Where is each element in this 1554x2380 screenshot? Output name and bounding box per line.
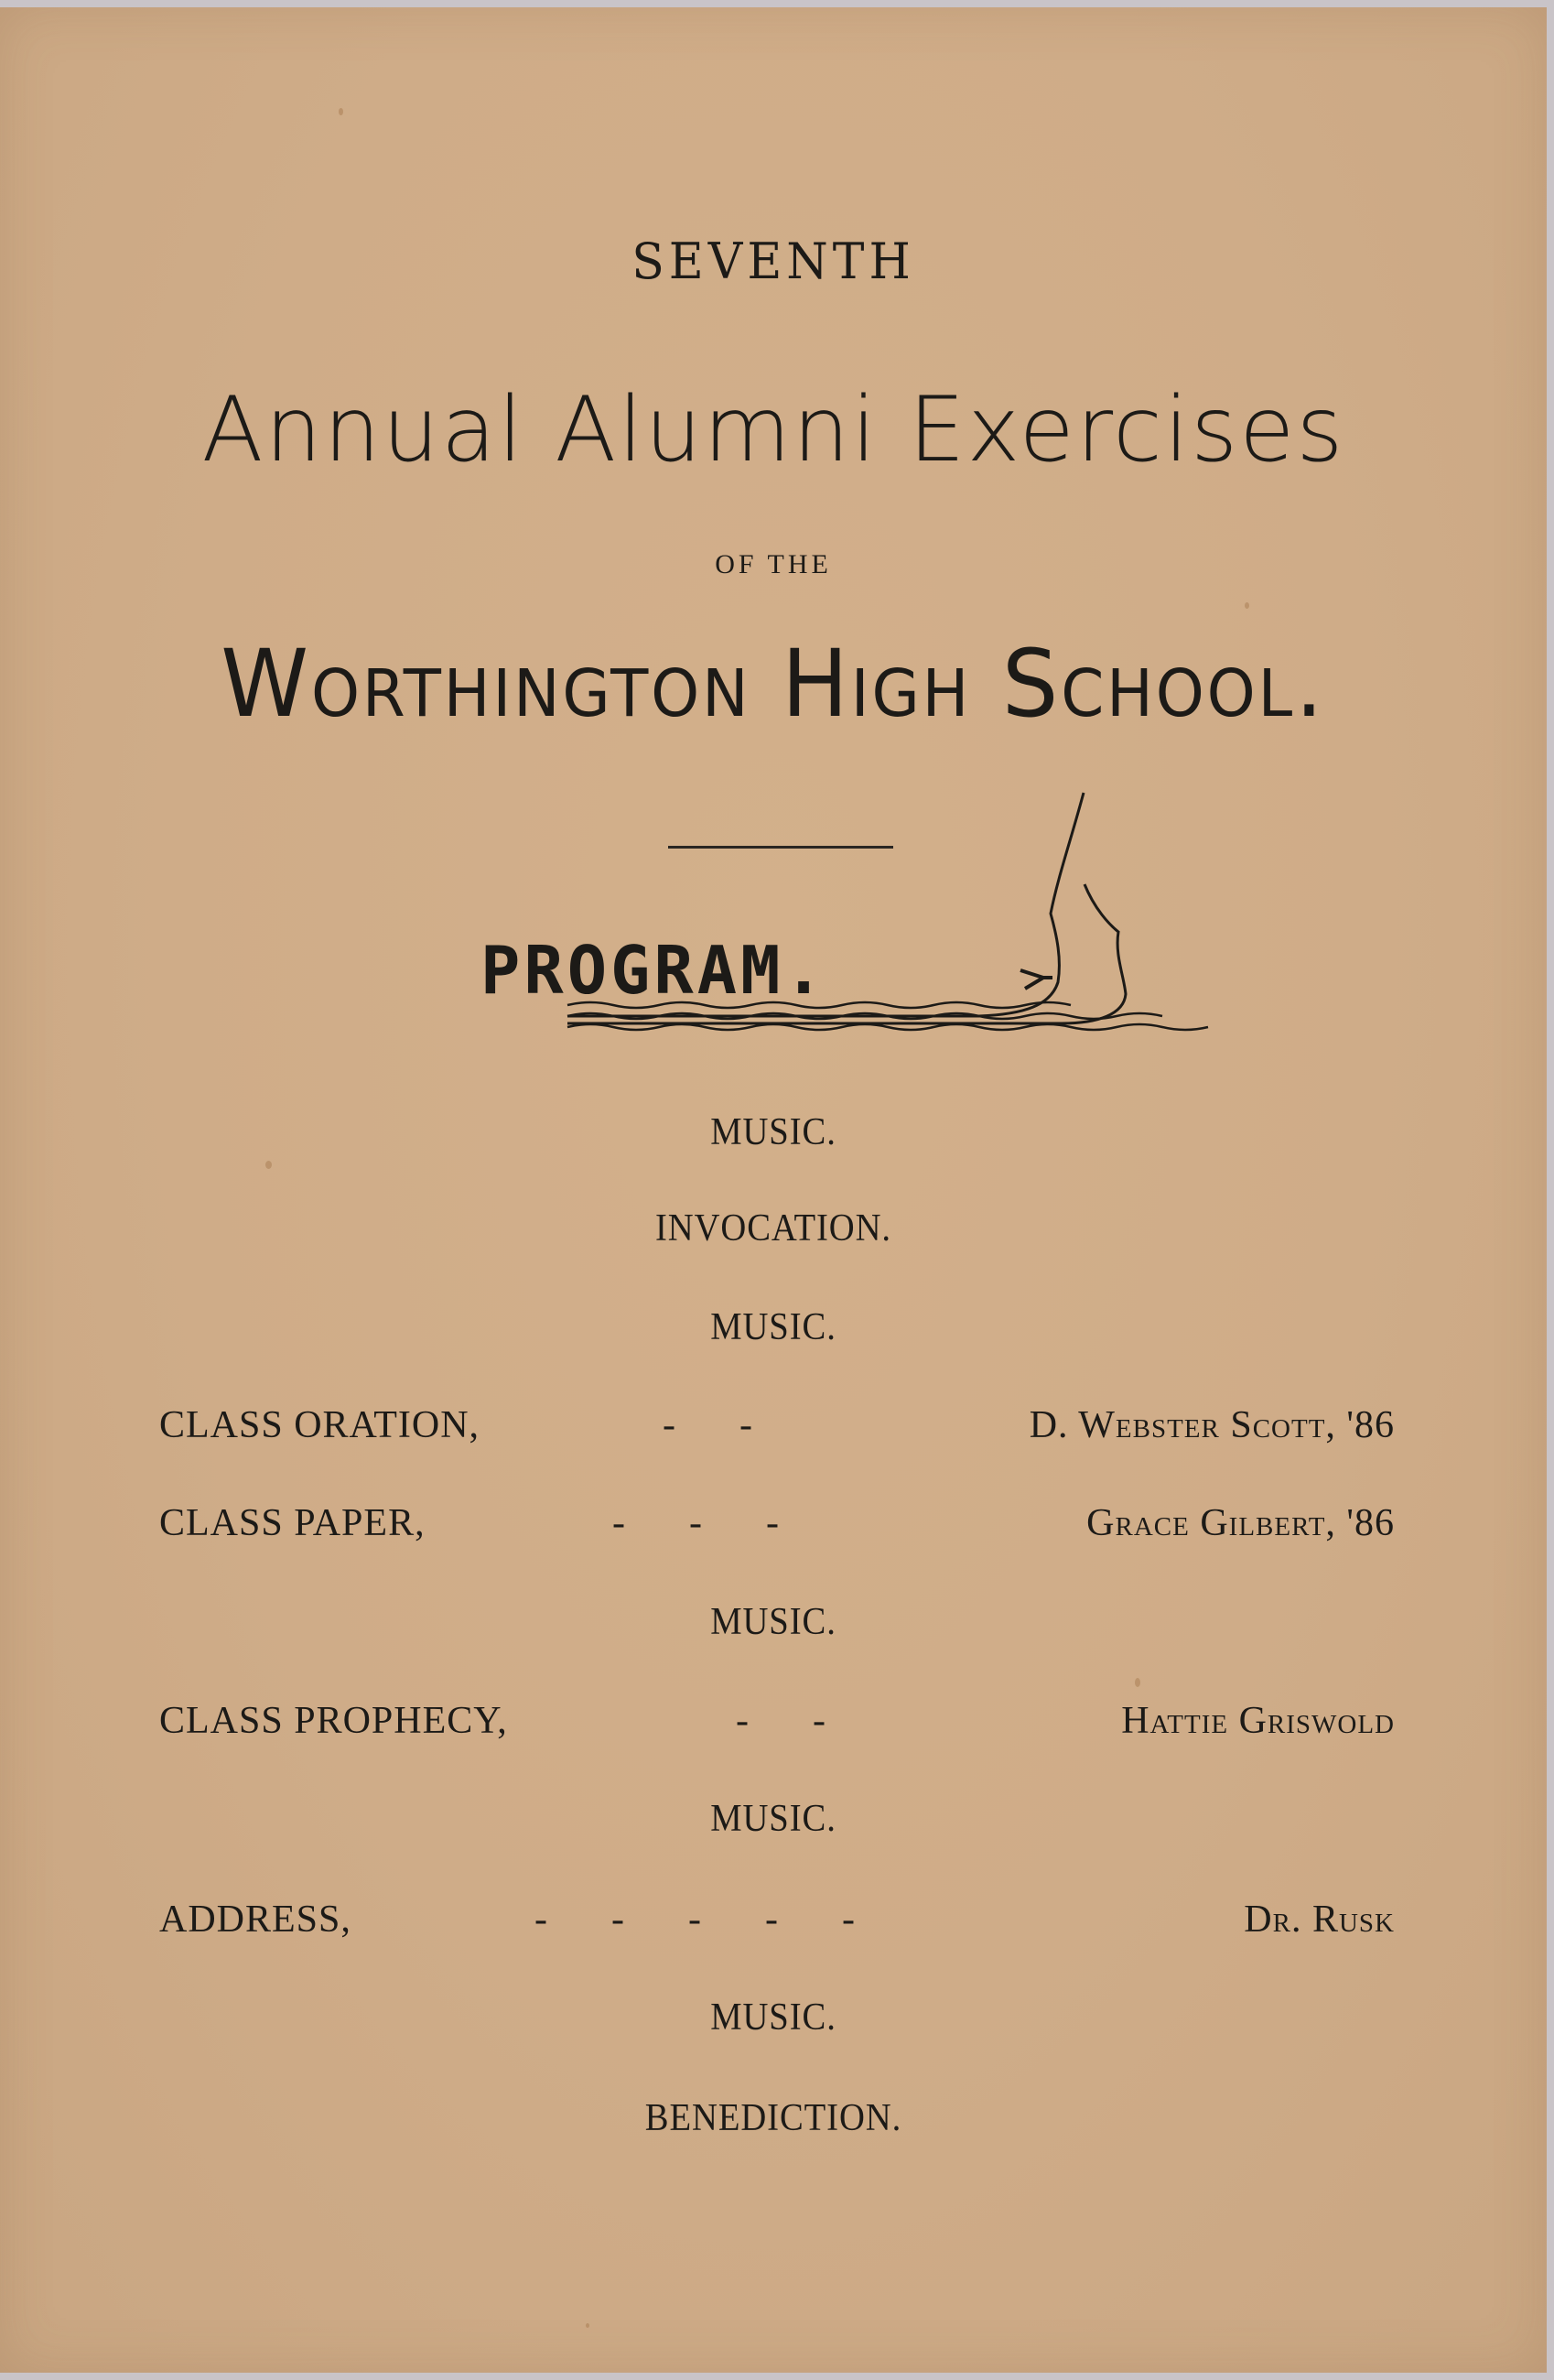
leader-dashes: - - <box>736 1700 826 1742</box>
row-label: ADDRESS, <box>159 1899 351 1941</box>
leader-dashes: - - - <box>612 1502 780 1544</box>
program-row-address <box>159 1898 1395 1953</box>
program-heading: PROGRAM. <box>480 932 827 1009</box>
leader-dashes: - - - - - <box>534 1899 856 1941</box>
program-row-class-paper <box>159 1501 1395 1556</box>
program-row-class-prophecy <box>159 1699 1395 1754</box>
row-person: Hattie Griswold <box>1121 1700 1395 1742</box>
row-label: CLASS PAPER, <box>159 1502 426 1544</box>
paper-speck <box>1245 602 1249 609</box>
program-item-music: MUSIC. <box>710 1996 836 2039</box>
program-item-music: MUSIC. <box>710 1111 836 1153</box>
paper-speck <box>339 108 343 115</box>
row-person: Grace Gilbert, '86 <box>1086 1502 1395 1544</box>
event-title: Annual Alumni Exercises <box>201 378 1345 482</box>
program-item-music: MUSIC. <box>710 1306 836 1348</box>
ordinal-heading: SEVENTH <box>631 233 915 291</box>
paper-speck <box>1135 1678 1140 1687</box>
program-item-music: MUSIC. <box>710 1601 836 1643</box>
leader-dashes: - - <box>663 1404 753 1446</box>
program-item-music: MUSIC. <box>710 1798 836 1840</box>
row-person: Dr. Rusk <box>1244 1899 1395 1941</box>
program-item-benediction: BENEDICTION. <box>644 2097 902 2139</box>
connector-text: OF THE <box>715 549 832 579</box>
paper-speck <box>265 1161 272 1169</box>
program-card <box>0 7 1547 2373</box>
row-label: CLASS PROPHECY, <box>159 1700 508 1742</box>
school-name: Worthington High School. <box>221 630 1326 739</box>
row-person: D. Webster Scott, '86 <box>1029 1404 1395 1446</box>
program-item-invocation: INVOCATION. <box>654 1207 892 1250</box>
paper-speck <box>586 2323 589 2328</box>
program-row-class-oration <box>159 1403 1395 1458</box>
swan-flourish-icon <box>549 776 1226 1051</box>
row-label: CLASS ORATION, <box>159 1404 480 1446</box>
